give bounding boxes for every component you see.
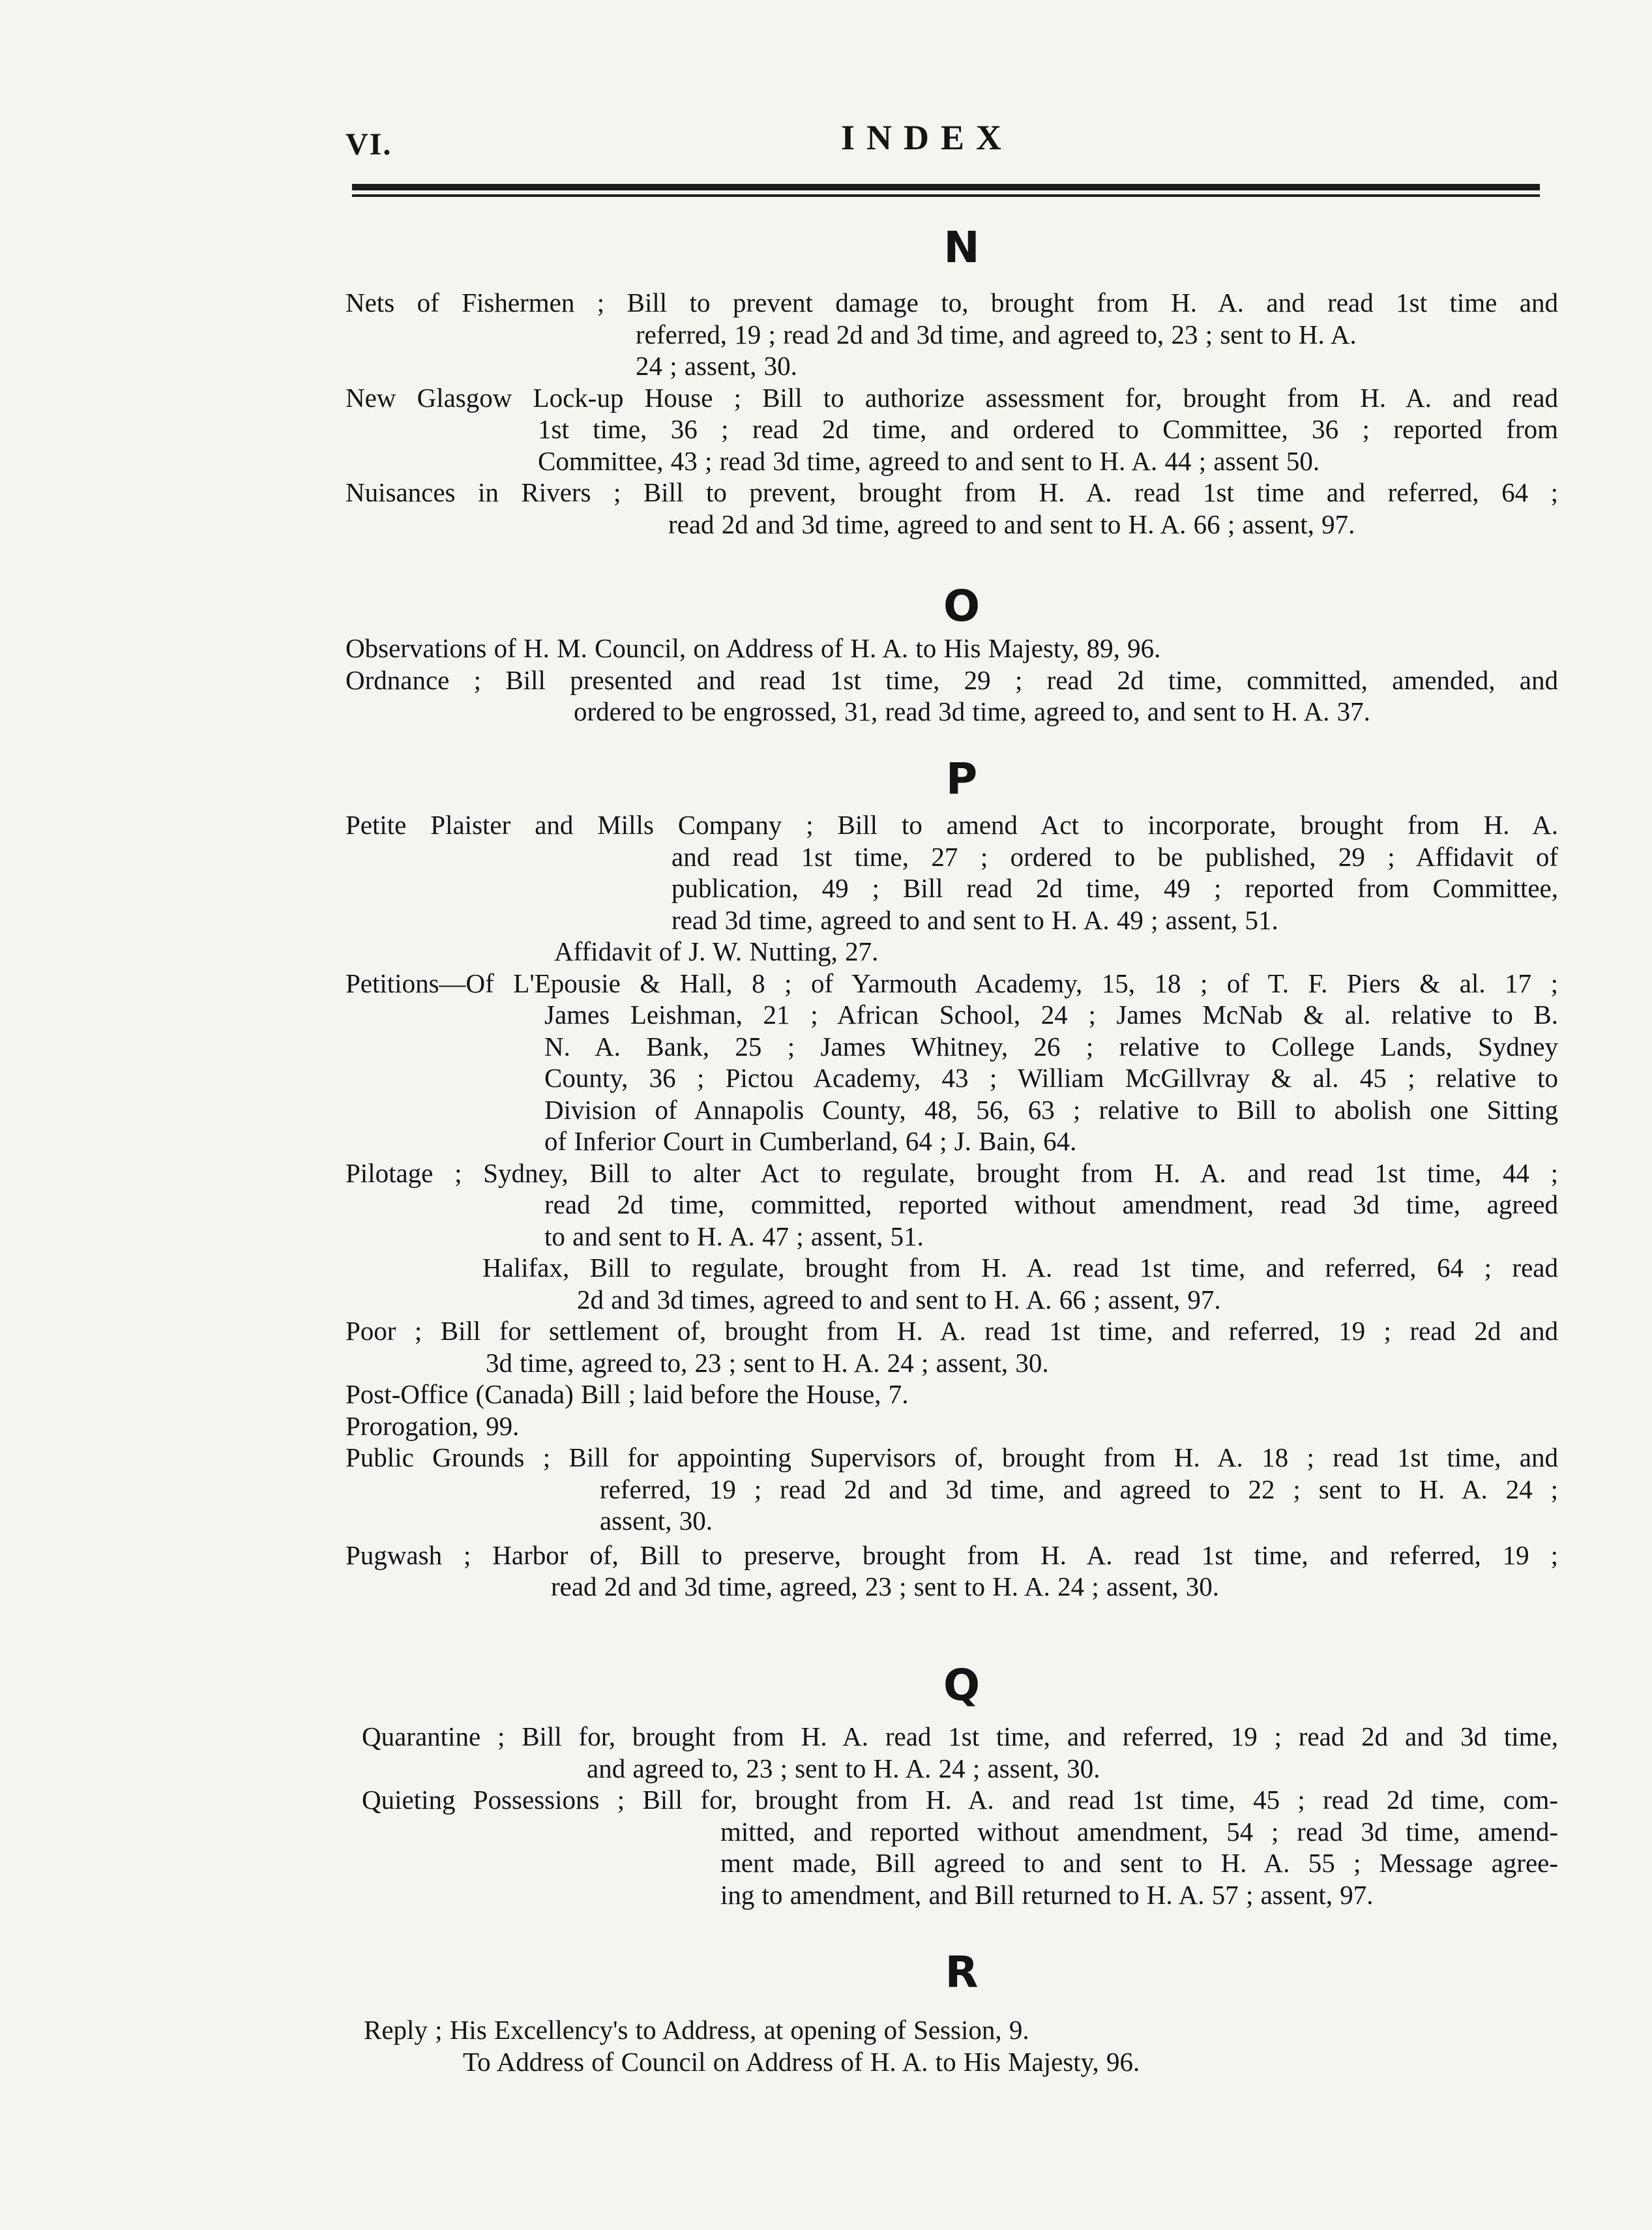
entry-line: 1st time, 36 ; read 2d time, and ordered to Committee, 36 ; reported from xyxy=(538,414,1558,444)
section-letter: P xyxy=(945,754,978,804)
section-letter: R xyxy=(945,1947,979,1997)
entry-line: Petitions—Of L'Epousie & Hall, 8 ; of Yarmouth Academy, 15, 18 ; of T. F. Piers & al. 17 ; xyxy=(346,968,1558,998)
index-entry xyxy=(339,664,1558,728)
entry-line: publication, 49 ; Bill read 2d time, 49 ; reported from Committee, xyxy=(671,873,1558,903)
entry-line: read 2d and 3d time, agreed to and sent to H. A. 66 ; assent, 97. xyxy=(668,509,1355,539)
section-q xyxy=(339,1659,1558,1910)
index-entry xyxy=(339,968,1558,1157)
entry-line: County, 36 ; Pictou Academy, 43 ; William McGillvray & al. 45 ; relative to xyxy=(544,1063,1558,1093)
entry-line: referred, 19 ; read 2d and 3d time, and agreed to 22 ; sent to H. A. 24 ; xyxy=(600,1474,1558,1504)
section-o xyxy=(339,580,1558,728)
entry-line: Public Grounds ; Bill for appointing Supervisors of, brought from H. A. 18 ; read 1st time, and xyxy=(346,1442,1558,1472)
index-entry xyxy=(339,1721,1558,1784)
index-entry xyxy=(339,1315,1558,1378)
header-rule-thin xyxy=(352,194,1540,197)
entry-line: Petite Plaister and Mills Company ; Bill to amend Act to incorporate, brought from H. A. xyxy=(346,810,1558,840)
index-entry xyxy=(339,1442,1558,1537)
header-rule xyxy=(352,184,1540,190)
index-entry xyxy=(339,477,1558,540)
entry-line: New Glasgow Lock-up House ; Bill to authorize assessment for, brought from H. A. and read xyxy=(346,382,1558,413)
entry-line: read 3d time, agreed to and sent to H. A. 49 ; assent, 51. xyxy=(671,904,1278,935)
entry-line: Quarantine ; Bill for, brought from H. A. read 1st time, and referred, 19 ; read 2d and 3d time, xyxy=(362,1721,1558,1751)
entry-line: and read 1st time, 27 ; ordered to be published, 29 ; Affidavit of xyxy=(671,841,1558,872)
entry-line: Pugwash ; Harbor of, Bill to preserve, brought from H. A. read 1st time, and referred, 19 ; xyxy=(346,1539,1558,1570)
entry-line: to and sent to H. A. 47 ; assent, 51. xyxy=(544,1221,924,1251)
index-entry xyxy=(339,809,1558,968)
entry-line: read 2d time, committed, reported without amendment, read 3d time, agreed xyxy=(544,1189,1558,1219)
entry-line: Ordnance ; Bill presented and read 1st time, 29 ; read 2d time, committed, amended, and xyxy=(346,664,1558,695)
entry-line: 24 ; assent, 30. xyxy=(636,351,797,381)
entry-line: Nets of Fishermen ; Bill to prevent damage to, brought from H. A. and read 1st time and xyxy=(346,288,1558,318)
section-r xyxy=(339,1946,1558,2077)
entry-line: Quieting Possessions ; Bill for, brought from H. A. and read 1st time, 45 ; read 2d time, com- xyxy=(362,1785,1558,1815)
index-entry xyxy=(339,287,1558,382)
entry-line: To Address of Council on Address of H. A. to His Majesty, 96. xyxy=(463,2046,1140,2077)
section-letter: Q xyxy=(943,1660,981,1710)
index-entry xyxy=(339,1539,1558,1603)
entry-line: ordered to be engrossed, 31, read 3d time, agreed to, and sent to H. A. 37. xyxy=(574,696,1370,726)
entry-line: ment made, Bill agreed to and sent to H. A. 55 ; Message agree- xyxy=(720,1848,1558,1878)
entry-line: Prorogation, 99. xyxy=(346,1410,520,1441)
index-entry xyxy=(339,1410,1558,1442)
entry-line: mitted, and reported without amendment, 54 ; read 3d time, amend- xyxy=(720,1816,1558,1847)
section-n xyxy=(339,222,1558,540)
entry-line: ing to amendment, and Bill returned to H. A. 57 ; assent, 97. xyxy=(720,1879,1374,1910)
index-entry xyxy=(339,1784,1558,1910)
index-entry xyxy=(339,382,1558,477)
entry-line: Pilotage ; Sydney, Bill to alter Act to regulate, brought from H. A. and read 1st time, 44 ; xyxy=(346,1157,1558,1188)
entry-line: of Inferior Court in Cumberland, 64 ; J. Bain, 64. xyxy=(544,1126,1077,1156)
index-entry xyxy=(339,632,1558,664)
entry-line: Reply ; His Excellency's to Address, at opening of Session, 9. xyxy=(364,2015,1029,2045)
entry-line: Halifax, Bill to regulate, brought from H. A. read 1st time, and referred, 64 ; read xyxy=(482,1253,1558,1283)
section-letter: O xyxy=(943,581,981,631)
entry-line: Affidavit of J. W. Nutting, 27. xyxy=(554,936,879,966)
entry-line: Committee, 43 ; read 3d time, agreed to and sent to H. A. 44 ; assent 50. xyxy=(538,445,1320,476)
section-letter: N xyxy=(943,222,980,273)
entry-line: Nuisances in Rivers ; Bill to prevent, brought from H. A. read 1st time and referred, 64 ; xyxy=(346,477,1558,507)
entry-line: Poor ; Bill for settlement of, brought from H. A. read 1st time, and referred, 19 ; read 2d and xyxy=(346,1316,1558,1346)
entry-line: James Leishman, 21 ; African School, 24 ; James McNab & al. relative to B. xyxy=(544,1000,1558,1030)
entry-line: N. A. Bank, 25 ; James Whitney, 26 ; relative to College Lands, Sydney xyxy=(544,1031,1558,1062)
entry-line: Observations of H. M. Council, on Address of H. A. to His Majesty, 89, 96. xyxy=(346,633,1161,663)
section-p xyxy=(339,753,1558,1603)
page-header xyxy=(0,117,1652,170)
page-title: INDEX xyxy=(841,118,1014,157)
entry-line: referred, 19 ; read 2d and 3d time, and agreed to, 23 ; sent to H. A. xyxy=(636,319,1357,349)
page-number: VI. xyxy=(346,127,392,162)
entry-line: Division of Annapolis County, 48, 56, 63 ; relative to Bill to abolish one Sitting xyxy=(544,1094,1558,1125)
index-entry xyxy=(339,1157,1558,1316)
entry-line: assent, 30. xyxy=(600,1506,713,1536)
index-entry xyxy=(339,2014,1558,2077)
entry-line: and agreed to, 23 ; sent to H. A. 24 ; assent, 30. xyxy=(587,1753,1100,1783)
entry-line: read 2d and 3d time, agreed, 23 ; sent to H. A. 24 ; assent, 30. xyxy=(551,1571,1219,1601)
entry-line: 2d and 3d times, agreed to and sent to H. A. 66 ; assent, 97. xyxy=(577,1284,1221,1315)
entry-line: Post-Office (Canada) Bill ; laid before the House, 7. xyxy=(346,1379,909,1409)
index-entry xyxy=(339,1378,1558,1410)
entry-line: 3d time, agreed to, 23 ; sent to H. A. 24 ; assent, 30. xyxy=(486,1347,1049,1378)
